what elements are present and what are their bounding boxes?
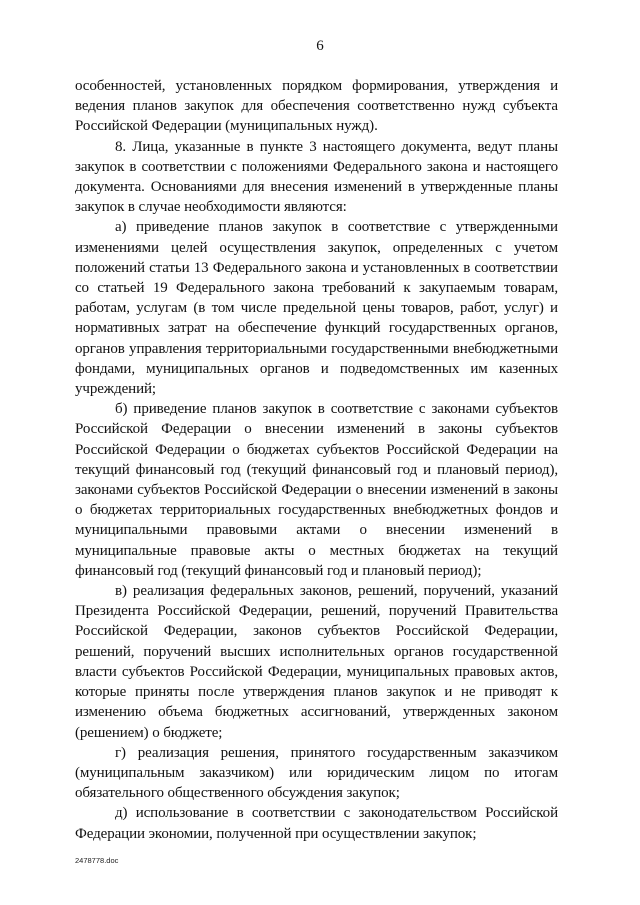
paragraph-subitem-a: а) приведение планов закупок в соответствие с утвержденными изменениями целей осуществления закупок, определенных с учетом положений статьи 13 Федерального закона и установленных в соответствии со статьей 19 Федерального закона требований к закупаемым товарам, работам, услугам (в том числе предельной цены товаров, работ, услуг) и нормативных затрат на обеспечение функций государственных органов, органов управления территориальными государственными внебюджетными фондами, муниципальных органов и подведомственных им казенных учреждений;	[75, 219, 558, 398]
paragraph-subitem-b: б) приведение планов закупок в соответствие с законами субъектов Российской Федерации о внесении изменений в законы субъектов Российской Федерации о бюджетах субъектов Российской Федерации на текущий финансовый год (текущий финансовый год и плановый период), законами субъектов Российской Федерации о внесении изменений в законы о бюджетах территориальных государственных внебюджетных фондов и муниципальными правовыми актами о внесении изменений в муниципальные правовые акты о местных бюджетах на текущий финансовый год (текущий финансовый год и плановый период);	[75, 401, 558, 579]
document-filename: 2478778.doc	[75, 856, 119, 865]
document-body	[75, 76, 558, 844]
paragraph-subitem-v: в) реализация федеральных законов, решений, поручений, указаний Президента Российской Федерации, решений, поручений Правительства Российской Федерации, законов субъектов Российской Федерации, решений, поручений высших исполнительных органов государственной власти субъектов Российской Федерации, муниципальных правовых актов, которые приняты после утверждения планов закупок и не приводят к изменению объема бюджетных ассигнований, утвержденных законом (решением) о бюджете;	[75, 583, 558, 741]
paragraph-subitem-d: д) использование в соответствии с законодательством Российской Федерации экономии, полученной при осуществлении закупок;	[75, 805, 558, 842]
paragraph-continuation: особенностей, установленных порядком формирования, утверждения и ведения планов закупок для обеспечения соответственно нужд субъекта Российской Федерации (муниципальных нужд).	[75, 78, 558, 135]
page-number: 6	[316, 38, 324, 54]
paragraph-item-8: 8. Лица, указанные в пункте 3 настоящего документа, ведут планы закупок в соответствии с положениями Федерального закона и настоящего документа. Основаниями для внесения изменений в утвержденные планы закупок в случае необходимости являются:	[75, 138, 558, 216]
paragraph-subitem-g: г) реализация решения, принятого государственным заказчиком (муниципальным заказчиком) или юридическим лицом по итогам обязательного общественного обсуждения закупок;	[75, 744, 558, 802]
